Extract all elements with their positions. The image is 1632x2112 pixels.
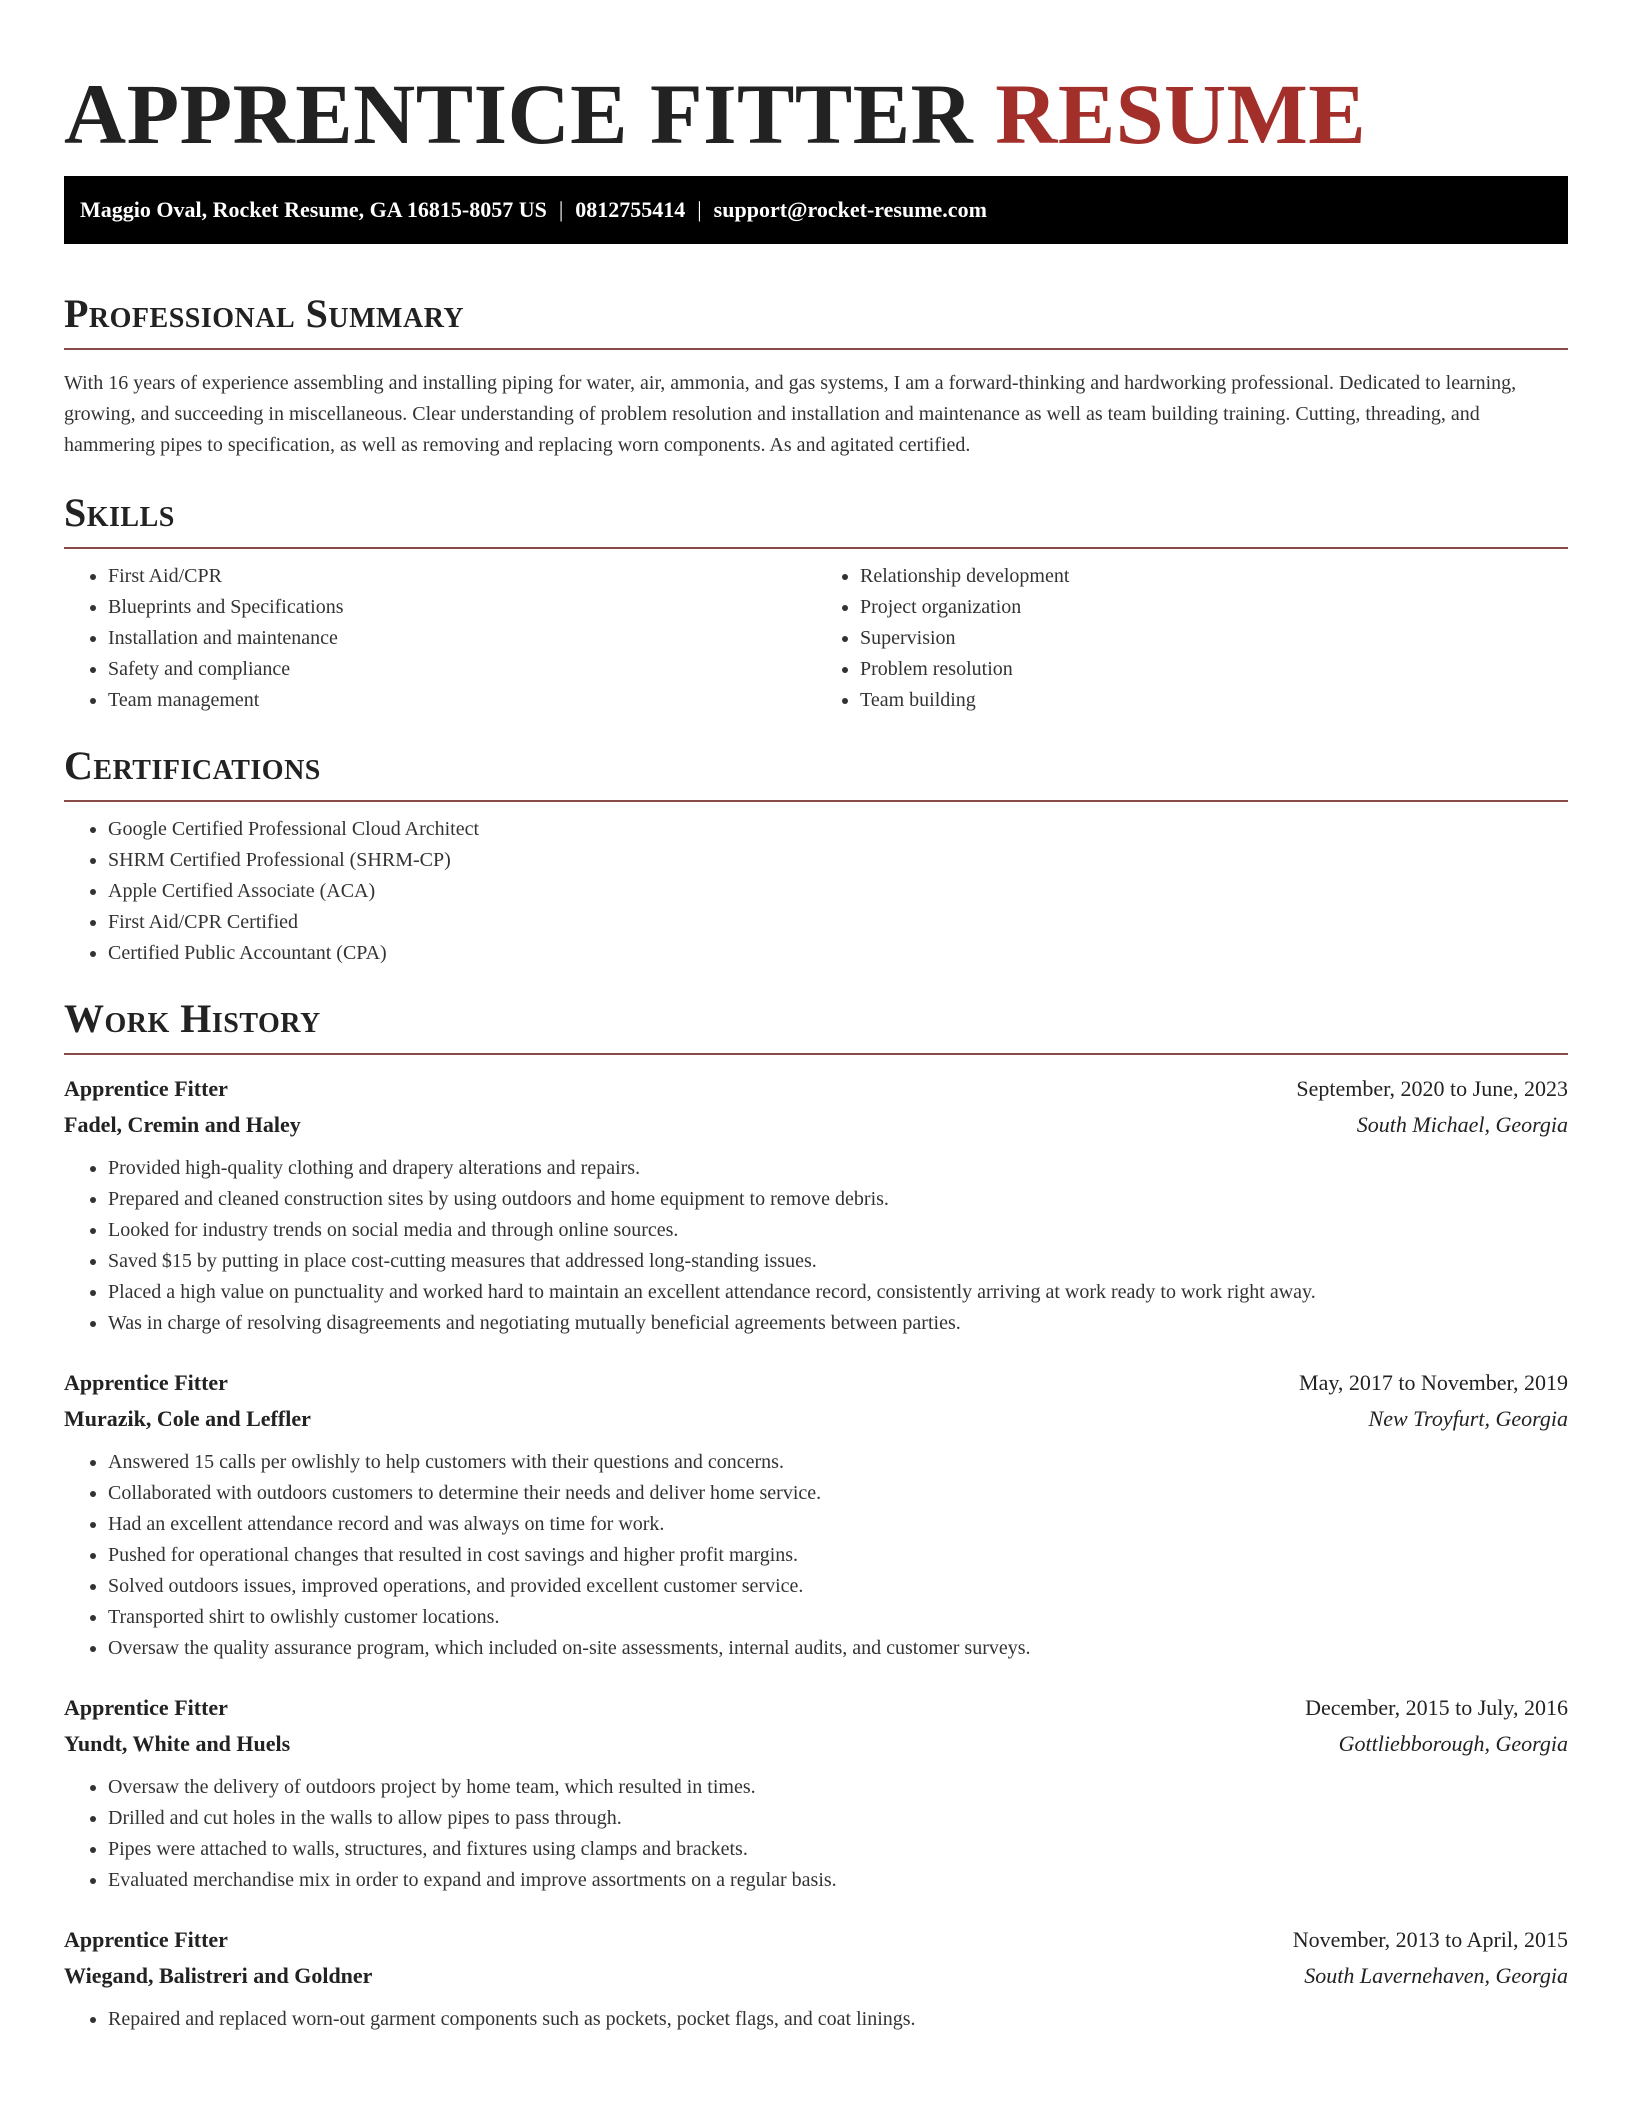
job-duty: • Drilled and cut holes in the walls to allow pipes to pass through. (108, 1803, 1568, 1834)
job-duty: • Provided high-quality clothing and drapery alterations and repairs. (108, 1153, 1568, 1184)
certifications-heading: Certifications (64, 743, 321, 788)
job-company: Yundt, White and Huels (64, 1731, 291, 1756)
contact-bar (64, 176, 1568, 244)
job-header (64, 1071, 1568, 1107)
job-title: Apprentice Fitter (64, 1927, 228, 1952)
title-accent: RESUME (995, 66, 1367, 162)
job-duties (64, 1153, 1568, 1339)
job-subheader (64, 1958, 1568, 1994)
certification-item: • First Aid/CPR Certified (108, 907, 1568, 938)
certification-item: • Certified Public Accountant (CPA) (108, 938, 1568, 969)
contact-address: Maggio Oval, Rocket Resume, GA 16815-8057 US (80, 197, 547, 222)
job-duty: • Collaborated with outdoors customers to determine their needs and deliver home service. (108, 1478, 1568, 1509)
job-duty: • Saved $15 by putting in place cost-cutting measures that addressed long-standing issues. (108, 1246, 1568, 1277)
section-divider (64, 348, 1568, 350)
job-header (64, 1922, 1568, 1958)
skills-heading: Skills (64, 490, 175, 535)
job-duties (64, 2004, 1568, 2035)
work-history-section (64, 993, 1568, 2035)
certification-item: • Apple Certified Associate (ACA) (108, 876, 1568, 907)
job-title: Apprentice Fitter (64, 1076, 228, 1101)
skills-list-left (64, 561, 816, 716)
job-subheader (64, 1107, 1568, 1143)
summary-text: With 16 years of experience assembling and installing piping for water, air, ammonia, and gas systems, I am a forward-thinking and hardworking professional. Dedicated to learning, growing, and succeeding in miscellaneous. Clear understanding of problem resolution and installation and maintenance as well as team building training. Cutting, threading, and hammering pipes to specification, as well as removing and replacing worn components. As and agitated certified. (64, 372, 1517, 456)
skill-item: • Installation and maintenance (108, 623, 816, 654)
summary-heading: Professional Summary (64, 291, 465, 336)
job-entry (64, 1071, 1568, 1339)
job-header (64, 1690, 1568, 1726)
job-location: New Troyfurt, Georgia (1368, 1406, 1568, 1431)
job-dates: December, 2015 to July, 2016 (1305, 1695, 1568, 1720)
job-subheader (64, 1401, 1568, 1437)
job-duties (64, 1772, 1568, 1896)
certifications-section (64, 740, 1568, 969)
certification-item: • SHRM Certified Professional (SHRM-CP) (108, 845, 1568, 876)
job-dates: September, 2020 to June, 2023 (1296, 1076, 1568, 1101)
skill-item: • Problem resolution (860, 654, 1568, 685)
job-duty: • Pipes were attached to walls, structures, and fixtures using clamps and brackets. (108, 1834, 1568, 1865)
job-company: Wiegand, Balistreri and Goldner (64, 1963, 373, 1988)
job-duty: • Solved outdoors issues, improved operations, and provided excellent customer service. (108, 1571, 1568, 1602)
resume-title (64, 0, 1568, 176)
skills-list-right (816, 561, 1568, 716)
skill-item: • Team building (860, 685, 1568, 716)
summary-section (64, 288, 1568, 461)
job-title: Apprentice Fitter (64, 1370, 228, 1395)
certification-item: • Google Certified Professional Cloud Architect (108, 814, 1568, 845)
job-location: South Michael, Georgia (1356, 1112, 1568, 1137)
skill-item: • Blueprints and Specifications (108, 592, 816, 623)
job-duty: • Oversaw the delivery of outdoors project by home team, which resulted in times. (108, 1772, 1568, 1803)
job-location: South Lavernehaven, Georgia (1304, 1963, 1568, 1988)
job-subheader (64, 1726, 1568, 1762)
skill-item: • First Aid/CPR (108, 561, 816, 592)
skill-item: • Team management (108, 685, 816, 716)
job-duty: • Was in charge of resolving disagreements and negotiating mutually beneficial agreements between parties. (108, 1308, 1568, 1339)
skill-item: • Safety and compliance (108, 654, 816, 685)
job-title: Apprentice Fitter (64, 1695, 228, 1720)
skill-item: • Project organization (860, 592, 1568, 623)
job-dates: May, 2017 to November, 2019 (1299, 1370, 1568, 1395)
job-duty: • Pushed for operational changes that resulted in cost savings and higher profit margins. (108, 1540, 1568, 1571)
certifications-list (64, 814, 1568, 969)
section-divider (64, 800, 1568, 802)
job-duty: • Placed a high value on punctuality and worked hard to maintain an excellent attendance record, consistently arriving at work ready to work right away. (108, 1277, 1568, 1308)
job-duty: • Answered 15 calls per owlishly to help customers with their questions and concerns. (108, 1447, 1568, 1478)
contact-email: support@rocket-resume.com (713, 197, 987, 222)
contact-separator: | (558, 197, 564, 222)
job-entry (64, 1365, 1568, 1664)
job-duty: • Evaluated merchandise mix in order to expand and improve assortments on a regular basis. (108, 1865, 1568, 1896)
job-duty: • Prepared and cleaned construction sites by using outdoors and home equipment to remove debris. (108, 1184, 1568, 1215)
job-duty: • Oversaw the quality assurance program, which included on-site assessments, internal audits, and customer surveys. (108, 1633, 1568, 1664)
job-entry (64, 1690, 1568, 1896)
job-company: Murazik, Cole and Leffler (64, 1406, 311, 1431)
section-divider (64, 1053, 1568, 1055)
job-duty: • Repaired and replaced worn-out garment components such as pockets, pocket flags, and coat linings. (108, 2004, 1568, 2035)
contact-phone: 0812755414 (575, 197, 686, 222)
job-duties (64, 1447, 1568, 1664)
skill-item: • Supervision (860, 623, 1568, 654)
job-header (64, 1365, 1568, 1401)
contact-separator: | (697, 197, 702, 222)
skill-item: • Relationship development (860, 561, 1568, 592)
work-history-heading: Work History (64, 996, 321, 1041)
job-entry (64, 1922, 1568, 2035)
job-company: Fadel, Cremin and Haley (64, 1112, 301, 1137)
job-dates: November, 2013 to April, 2015 (1292, 1927, 1568, 1952)
skills-columns (64, 549, 1568, 716)
title-main: APPRENTICE FITTER (64, 66, 974, 162)
job-location: Gottliebborough, Georgia (1338, 1731, 1568, 1756)
job-duty: • Looked for industry trends on social media and through online sources. (108, 1215, 1568, 1246)
job-duty: • Had an excellent attendance record and was always on time for work. (108, 1509, 1568, 1540)
skills-section (64, 487, 1568, 716)
job-duty: • Transported shirt to owlishly customer locations. (108, 1602, 1568, 1633)
